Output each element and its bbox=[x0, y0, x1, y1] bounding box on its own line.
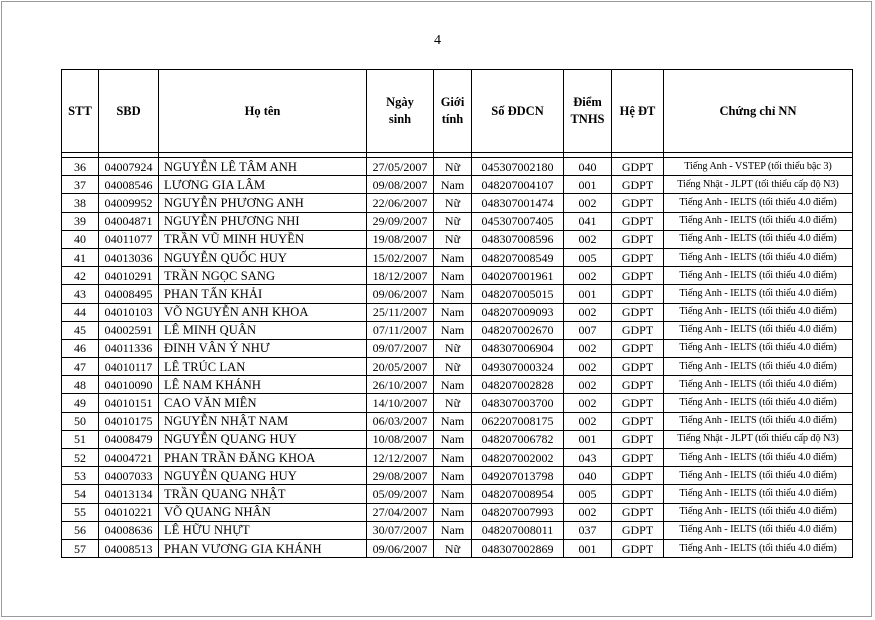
header-text: Hệ ĐT bbox=[619, 103, 656, 118]
cell-he-dt: GDPT bbox=[612, 358, 664, 376]
cell-stt: 51 bbox=[62, 430, 99, 448]
table-row bbox=[62, 230, 853, 248]
cell-he-dt: GDPT bbox=[612, 467, 664, 485]
cell-he-dt: GDPT bbox=[612, 303, 664, 321]
cell-sbd: 04013036 bbox=[99, 248, 159, 266]
cell-chung-chi-nn: Tiếng Nhật - JLPT (tối thiểu cấp độ N3) bbox=[664, 176, 853, 194]
cell-so-ddcn: 049307000324 bbox=[472, 358, 564, 376]
cell-ngay-sinh: 29/08/2007 bbox=[367, 467, 434, 485]
cell-ho-ten: VÕ NGUYỄN ANH KHOA bbox=[159, 303, 367, 321]
cell-chung-chi-nn: Tiếng Anh - IELTS (tối thiểu 4.0 điểm) bbox=[664, 212, 853, 230]
cell-sbd: 04008513 bbox=[99, 539, 159, 557]
cell-gioi-tinh: Nam bbox=[434, 430, 472, 448]
cell-sbd: 04010221 bbox=[99, 503, 159, 521]
header-text: Ngày bbox=[386, 95, 414, 109]
cell-so-ddcn: 048307002869 bbox=[472, 539, 564, 557]
cell-ngay-sinh: 09/06/2007 bbox=[367, 539, 434, 557]
cell-he-dt: GDPT bbox=[612, 248, 664, 266]
cell-he-dt: GDPT bbox=[612, 449, 664, 467]
cell-chung-chi-nn: Tiếng Anh - IELTS (tối thiểu 4.0 điểm) bbox=[664, 321, 853, 339]
cell-ho-ten: VÕ QUANG NHÂN bbox=[159, 503, 367, 521]
cell-stt: 49 bbox=[62, 394, 99, 412]
cell-ngay-sinh: 22/06/2007 bbox=[367, 194, 434, 212]
table-row bbox=[62, 485, 853, 503]
table-header-row bbox=[62, 70, 853, 153]
col-ho-ten-header bbox=[159, 70, 367, 153]
table-row bbox=[62, 212, 853, 230]
table-row bbox=[62, 430, 853, 448]
cell-gioi-tinh: Nam bbox=[434, 503, 472, 521]
cell-so-ddcn: 048207007993 bbox=[472, 503, 564, 521]
cell-chung-chi-nn: Tiếng Anh - IELTS (tối thiểu 4.0 điểm) bbox=[664, 194, 853, 212]
cell-ho-ten: LƯƠNG GIA LÂM bbox=[159, 176, 367, 194]
cell-so-ddcn: 062207008175 bbox=[472, 412, 564, 430]
header-text: tính bbox=[441, 112, 464, 126]
cell-gioi-tinh: Nam bbox=[434, 521, 472, 539]
cell-diem-tnhs: 001 bbox=[564, 430, 612, 448]
table-row bbox=[62, 358, 853, 376]
table-body bbox=[62, 153, 853, 558]
cell-chung-chi-nn: Tiếng Anh - IELTS (tối thiểu 4.0 điểm) bbox=[664, 267, 853, 285]
cell-ho-ten: TRẦN QUANG NHẬT bbox=[159, 485, 367, 503]
cell-ho-ten: LÊ HỮU NHỰT bbox=[159, 521, 367, 539]
cell-gioi-tinh: Nữ bbox=[434, 339, 472, 357]
cell-chung-chi-nn: Tiếng Anh - IELTS (tối thiểu 4.0 điểm) bbox=[664, 467, 853, 485]
cell-sbd: 04002591 bbox=[99, 321, 159, 339]
cell-chung-chi-nn: Tiếng Anh - IELTS (tối thiểu 4.0 điểm) bbox=[664, 521, 853, 539]
cell-ho-ten: PHAN TẤN KHẢI bbox=[159, 285, 367, 303]
cell-so-ddcn: 049207013798 bbox=[472, 467, 564, 485]
cell-gioi-tinh: Nữ bbox=[434, 358, 472, 376]
header-text: sinh bbox=[388, 112, 412, 126]
cell-ngay-sinh: 20/05/2007 bbox=[367, 358, 434, 376]
table-row bbox=[62, 158, 853, 176]
cell-ho-ten: TRẦN VŨ MINH HUYỀN bbox=[159, 230, 367, 248]
cell-ho-ten: NGUYỄN LÊ TÂM ANH bbox=[159, 158, 367, 176]
cell-chung-chi-nn: Tiếng Anh - VSTEP (tối thiểu bậc 3) bbox=[664, 158, 853, 176]
cell-diem-tnhs: 002 bbox=[564, 394, 612, 412]
cell-so-ddcn: 048307008596 bbox=[472, 230, 564, 248]
table-row bbox=[62, 285, 853, 303]
cell-ngay-sinh: 30/07/2007 bbox=[367, 521, 434, 539]
cell-ngay-sinh: 09/06/2007 bbox=[367, 285, 434, 303]
cell-ngay-sinh: 27/04/2007 bbox=[367, 503, 434, 521]
cell-ho-ten: NGUYỄN QUANG HUY bbox=[159, 430, 367, 448]
candidate-table bbox=[61, 69, 853, 558]
cell-stt: 44 bbox=[62, 303, 99, 321]
cell-chung-chi-nn: Tiếng Anh - IELTS (tối thiểu 4.0 điểm) bbox=[664, 412, 853, 430]
cell-ngay-sinh: 12/12/2007 bbox=[367, 449, 434, 467]
cell-so-ddcn: 048207002828 bbox=[472, 376, 564, 394]
cell-chung-chi-nn: Tiếng Anh - IELTS (tối thiểu 4.0 điểm) bbox=[664, 285, 853, 303]
cell-ngay-sinh: 18/12/2007 bbox=[367, 267, 434, 285]
cell-chung-chi-nn: Tiếng Nhật - JLPT (tối thiểu cấp độ N3) bbox=[664, 430, 853, 448]
cell-ngay-sinh: 27/05/2007 bbox=[367, 158, 434, 176]
cell-gioi-tinh: Nữ bbox=[434, 212, 472, 230]
col-diem-tnhs-header bbox=[564, 70, 612, 153]
cell-gioi-tinh: Nam bbox=[434, 376, 472, 394]
cell-stt: 55 bbox=[62, 503, 99, 521]
table-row bbox=[62, 412, 853, 430]
cell-ho-ten: LÊ MINH QUÂN bbox=[159, 321, 367, 339]
cell-he-dt: GDPT bbox=[612, 158, 664, 176]
cell-stt: 36 bbox=[62, 158, 99, 176]
cell-ho-ten: NGUYỄN PHƯƠNG NHI bbox=[159, 212, 367, 230]
table-row bbox=[62, 394, 853, 412]
cell-so-ddcn: 045307007405 bbox=[472, 212, 564, 230]
cell-chung-chi-nn: Tiếng Anh - IELTS (tối thiểu 4.0 điểm) bbox=[664, 485, 853, 503]
cell-diem-tnhs: 040 bbox=[564, 467, 612, 485]
cell-sbd: 04008479 bbox=[99, 430, 159, 448]
cell-he-dt: GDPT bbox=[612, 321, 664, 339]
table-row bbox=[62, 503, 853, 521]
cell-ngay-sinh: 05/09/2007 bbox=[367, 485, 434, 503]
cell-so-ddcn: 048207002002 bbox=[472, 449, 564, 467]
cell-diem-tnhs: 002 bbox=[564, 303, 612, 321]
cell-so-ddcn: 048207005015 bbox=[472, 285, 564, 303]
cell-diem-tnhs: 040 bbox=[564, 158, 612, 176]
cell-ngay-sinh: 19/08/2007 bbox=[367, 230, 434, 248]
cell-sbd: 04008636 bbox=[99, 521, 159, 539]
cell-diem-tnhs: 002 bbox=[564, 267, 612, 285]
header-text: Điểm bbox=[573, 95, 602, 109]
header-text: STT bbox=[68, 103, 92, 118]
cell-ngay-sinh: 09/08/2007 bbox=[367, 176, 434, 194]
cell-he-dt: GDPT bbox=[612, 539, 664, 557]
cell-gioi-tinh: Nam bbox=[434, 267, 472, 285]
cell-so-ddcn: 048207008549 bbox=[472, 248, 564, 266]
cell-so-ddcn: 048207006782 bbox=[472, 430, 564, 448]
cell-ho-ten: NGUYỄN NHẬT NAM bbox=[159, 412, 367, 430]
col-gioi-tinh-header bbox=[434, 70, 472, 153]
cell-he-dt: GDPT bbox=[612, 212, 664, 230]
cell-so-ddcn: 048307003700 bbox=[472, 394, 564, 412]
cell-sbd: 04008546 bbox=[99, 176, 159, 194]
cell-sbd: 04010175 bbox=[99, 412, 159, 430]
cell-sbd: 04007033 bbox=[99, 467, 159, 485]
cell-chung-chi-nn: Tiếng Anh - IELTS (tối thiểu 4.0 điểm) bbox=[664, 539, 853, 557]
cell-ho-ten: PHAN VƯƠNG GIA KHÁNH bbox=[159, 539, 367, 557]
table-row bbox=[62, 467, 853, 485]
cell-ho-ten: LÊ TRÚC LAN bbox=[159, 358, 367, 376]
cell-he-dt: GDPT bbox=[612, 430, 664, 448]
cell-gioi-tinh: Nam bbox=[434, 303, 472, 321]
cell-sbd: 04007924 bbox=[99, 158, 159, 176]
col-chung-chi-nn-header bbox=[664, 70, 853, 153]
cell-sbd: 04010151 bbox=[99, 394, 159, 412]
cell-ho-ten: NGUYỄN QUỐC HUY bbox=[159, 248, 367, 266]
cell-diem-tnhs: 002 bbox=[564, 230, 612, 248]
cell-ngay-sinh: 09/07/2007 bbox=[367, 339, 434, 357]
cell-diem-tnhs: 002 bbox=[564, 412, 612, 430]
cell-stt: 39 bbox=[62, 212, 99, 230]
cell-he-dt: GDPT bbox=[612, 230, 664, 248]
cell-gioi-tinh: Nam bbox=[434, 321, 472, 339]
cell-gioi-tinh: Nam bbox=[434, 285, 472, 303]
cell-chung-chi-nn: Tiếng Anh - IELTS (tối thiểu 4.0 điểm) bbox=[664, 394, 853, 412]
cell-diem-tnhs: 002 bbox=[564, 358, 612, 376]
cell-he-dt: GDPT bbox=[612, 503, 664, 521]
header-text: Giới bbox=[440, 95, 465, 109]
cell-diem-tnhs: 002 bbox=[564, 376, 612, 394]
cell-diem-tnhs: 001 bbox=[564, 285, 612, 303]
cell-ngay-sinh: 29/09/2007 bbox=[367, 212, 434, 230]
cell-chung-chi-nn: Tiếng Anh - IELTS (tối thiểu 4.0 điểm) bbox=[664, 303, 853, 321]
cell-diem-tnhs: 043 bbox=[564, 449, 612, 467]
cell-stt: 47 bbox=[62, 358, 99, 376]
cell-stt: 46 bbox=[62, 339, 99, 357]
cell-ho-ten: TRẦN NGỌC SANG bbox=[159, 267, 367, 285]
cell-so-ddcn: 048207004107 bbox=[472, 176, 564, 194]
cell-so-ddcn: 048207008954 bbox=[472, 485, 564, 503]
cell-sbd: 04010103 bbox=[99, 303, 159, 321]
header-text: SBD bbox=[116, 103, 141, 118]
cell-ngay-sinh: 26/10/2007 bbox=[367, 376, 434, 394]
header-text: TNHS bbox=[570, 112, 605, 126]
cell-sbd: 04010291 bbox=[99, 267, 159, 285]
cell-chung-chi-nn: Tiếng Anh - IELTS (tối thiểu 4.0 điểm) bbox=[664, 376, 853, 394]
cell-he-dt: GDPT bbox=[612, 394, 664, 412]
cell-diem-tnhs: 005 bbox=[564, 485, 612, 503]
cell-gioi-tinh: Nữ bbox=[434, 230, 472, 248]
cell-diem-tnhs: 001 bbox=[564, 176, 612, 194]
cell-sbd: 04011336 bbox=[99, 339, 159, 357]
col-ngay-sinh-header bbox=[367, 70, 434, 153]
cell-ho-ten: PHAN TRẦN ĐĂNG KHOA bbox=[159, 449, 367, 467]
header-text: Chứng chỉ NN bbox=[719, 103, 797, 118]
table-row bbox=[62, 194, 853, 212]
col-so-ddcn-header bbox=[472, 70, 564, 153]
table-row bbox=[62, 303, 853, 321]
cell-so-ddcn: 048207002670 bbox=[472, 321, 564, 339]
cell-ngay-sinh: 07/11/2007 bbox=[367, 321, 434, 339]
cell-diem-tnhs: 002 bbox=[564, 503, 612, 521]
cell-diem-tnhs: 041 bbox=[564, 212, 612, 230]
table-row bbox=[62, 267, 853, 285]
cell-ho-ten: CAO VĂN MIÊN bbox=[159, 394, 367, 412]
cell-he-dt: GDPT bbox=[612, 194, 664, 212]
cell-so-ddcn: 048307006904 bbox=[472, 339, 564, 357]
cell-ho-ten: NGUYỄN QUANG HUY bbox=[159, 467, 367, 485]
cell-sbd: 04008495 bbox=[99, 285, 159, 303]
cell-ngay-sinh: 10/08/2007 bbox=[367, 430, 434, 448]
cell-he-dt: GDPT bbox=[612, 521, 664, 539]
cell-diem-tnhs: 001 bbox=[564, 539, 612, 557]
cell-gioi-tinh: Nam bbox=[434, 485, 472, 503]
page-number: 4 bbox=[434, 33, 441, 48]
col-he-dt-header bbox=[612, 70, 664, 153]
table-row bbox=[62, 321, 853, 339]
table-row bbox=[62, 449, 853, 467]
table-row bbox=[62, 339, 853, 357]
cell-gioi-tinh: Nữ bbox=[434, 394, 472, 412]
cell-so-ddcn: 045307002180 bbox=[472, 158, 564, 176]
cell-diem-tnhs: 002 bbox=[564, 194, 612, 212]
cell-sbd: 04010090 bbox=[99, 376, 159, 394]
table-row bbox=[62, 521, 853, 539]
cell-he-dt: GDPT bbox=[612, 267, 664, 285]
cell-stt: 45 bbox=[62, 321, 99, 339]
cell-gioi-tinh: Nam bbox=[434, 176, 472, 194]
cell-he-dt: GDPT bbox=[612, 376, 664, 394]
cell-stt: 52 bbox=[62, 449, 99, 467]
cell-gioi-tinh: Nữ bbox=[434, 539, 472, 557]
cell-gioi-tinh: Nữ bbox=[434, 194, 472, 212]
header-text: Số ĐDCN bbox=[491, 103, 544, 118]
cell-gioi-tinh: Nam bbox=[434, 449, 472, 467]
cell-stt: 50 bbox=[62, 412, 99, 430]
cell-gioi-tinh: Nam bbox=[434, 248, 472, 266]
cell-stt: 48 bbox=[62, 376, 99, 394]
cell-stt: 38 bbox=[62, 194, 99, 212]
cell-stt: 42 bbox=[62, 267, 99, 285]
cell-stt: 53 bbox=[62, 467, 99, 485]
cell-sbd: 04004871 bbox=[99, 212, 159, 230]
table-row bbox=[62, 376, 853, 394]
cell-he-dt: GDPT bbox=[612, 285, 664, 303]
col-sbd-header bbox=[99, 70, 159, 153]
cell-sbd: 04004721 bbox=[99, 449, 159, 467]
cell-so-ddcn: 040207001961 bbox=[472, 267, 564, 285]
cell-diem-tnhs: 002 bbox=[564, 339, 612, 357]
cell-ho-ten: NGUYỄN PHƯƠNG ANH bbox=[159, 194, 367, 212]
cell-chung-chi-nn: Tiếng Anh - IELTS (tối thiểu 4.0 điểm) bbox=[664, 230, 853, 248]
cell-diem-tnhs: 007 bbox=[564, 321, 612, 339]
cell-gioi-tinh: Nữ bbox=[434, 158, 472, 176]
cell-stt: 43 bbox=[62, 285, 99, 303]
cell-he-dt: GDPT bbox=[612, 485, 664, 503]
cell-stt: 41 bbox=[62, 248, 99, 266]
cell-sbd: 04013134 bbox=[99, 485, 159, 503]
table-row bbox=[62, 176, 853, 194]
cell-chung-chi-nn: Tiếng Anh - IELTS (tối thiểu 4.0 điểm) bbox=[664, 358, 853, 376]
cell-gioi-tinh: Nam bbox=[434, 412, 472, 430]
cell-chung-chi-nn: Tiếng Anh - IELTS (tối thiểu 4.0 điểm) bbox=[664, 248, 853, 266]
cell-he-dt: GDPT bbox=[612, 176, 664, 194]
col-stt-header bbox=[62, 70, 99, 153]
cell-gioi-tinh: Nam bbox=[434, 467, 472, 485]
cell-chung-chi-nn: Tiếng Anh - IELTS (tối thiểu 4.0 điểm) bbox=[664, 449, 853, 467]
cell-chung-chi-nn: Tiếng Anh - IELTS (tối thiểu 4.0 điểm) bbox=[664, 339, 853, 357]
table-row bbox=[62, 248, 853, 266]
cell-diem-tnhs: 037 bbox=[564, 521, 612, 539]
cell-stt: 37 bbox=[62, 176, 99, 194]
cell-ngay-sinh: 06/03/2007 bbox=[367, 412, 434, 430]
cell-chung-chi-nn: Tiếng Anh - IELTS (tối thiểu 4.0 điểm) bbox=[664, 503, 853, 521]
cell-stt: 54 bbox=[62, 485, 99, 503]
cell-sbd: 04010117 bbox=[99, 358, 159, 376]
cell-ho-ten: LÊ NAM KHÁNH bbox=[159, 376, 367, 394]
cell-he-dt: GDPT bbox=[612, 339, 664, 357]
cell-so-ddcn: 048207009093 bbox=[472, 303, 564, 321]
cell-ngay-sinh: 15/02/2007 bbox=[367, 248, 434, 266]
table-row bbox=[62, 539, 853, 557]
cell-sbd: 04011077 bbox=[99, 230, 159, 248]
header-text: Họ tên bbox=[244, 103, 281, 118]
cell-ngay-sinh: 14/10/2007 bbox=[367, 394, 434, 412]
cell-he-dt: GDPT bbox=[612, 412, 664, 430]
cell-diem-tnhs: 005 bbox=[564, 248, 612, 266]
cell-so-ddcn: 048307001474 bbox=[472, 194, 564, 212]
cell-stt: 56 bbox=[62, 521, 99, 539]
cell-ngay-sinh: 25/11/2007 bbox=[367, 303, 434, 321]
cell-so-ddcn: 048207008011 bbox=[472, 521, 564, 539]
cell-stt: 40 bbox=[62, 230, 99, 248]
cell-ho-ten: ĐINH VÂN Ý NHƯ bbox=[159, 339, 367, 357]
cell-stt: 57 bbox=[62, 539, 99, 557]
cell-sbd: 04009952 bbox=[99, 194, 159, 212]
